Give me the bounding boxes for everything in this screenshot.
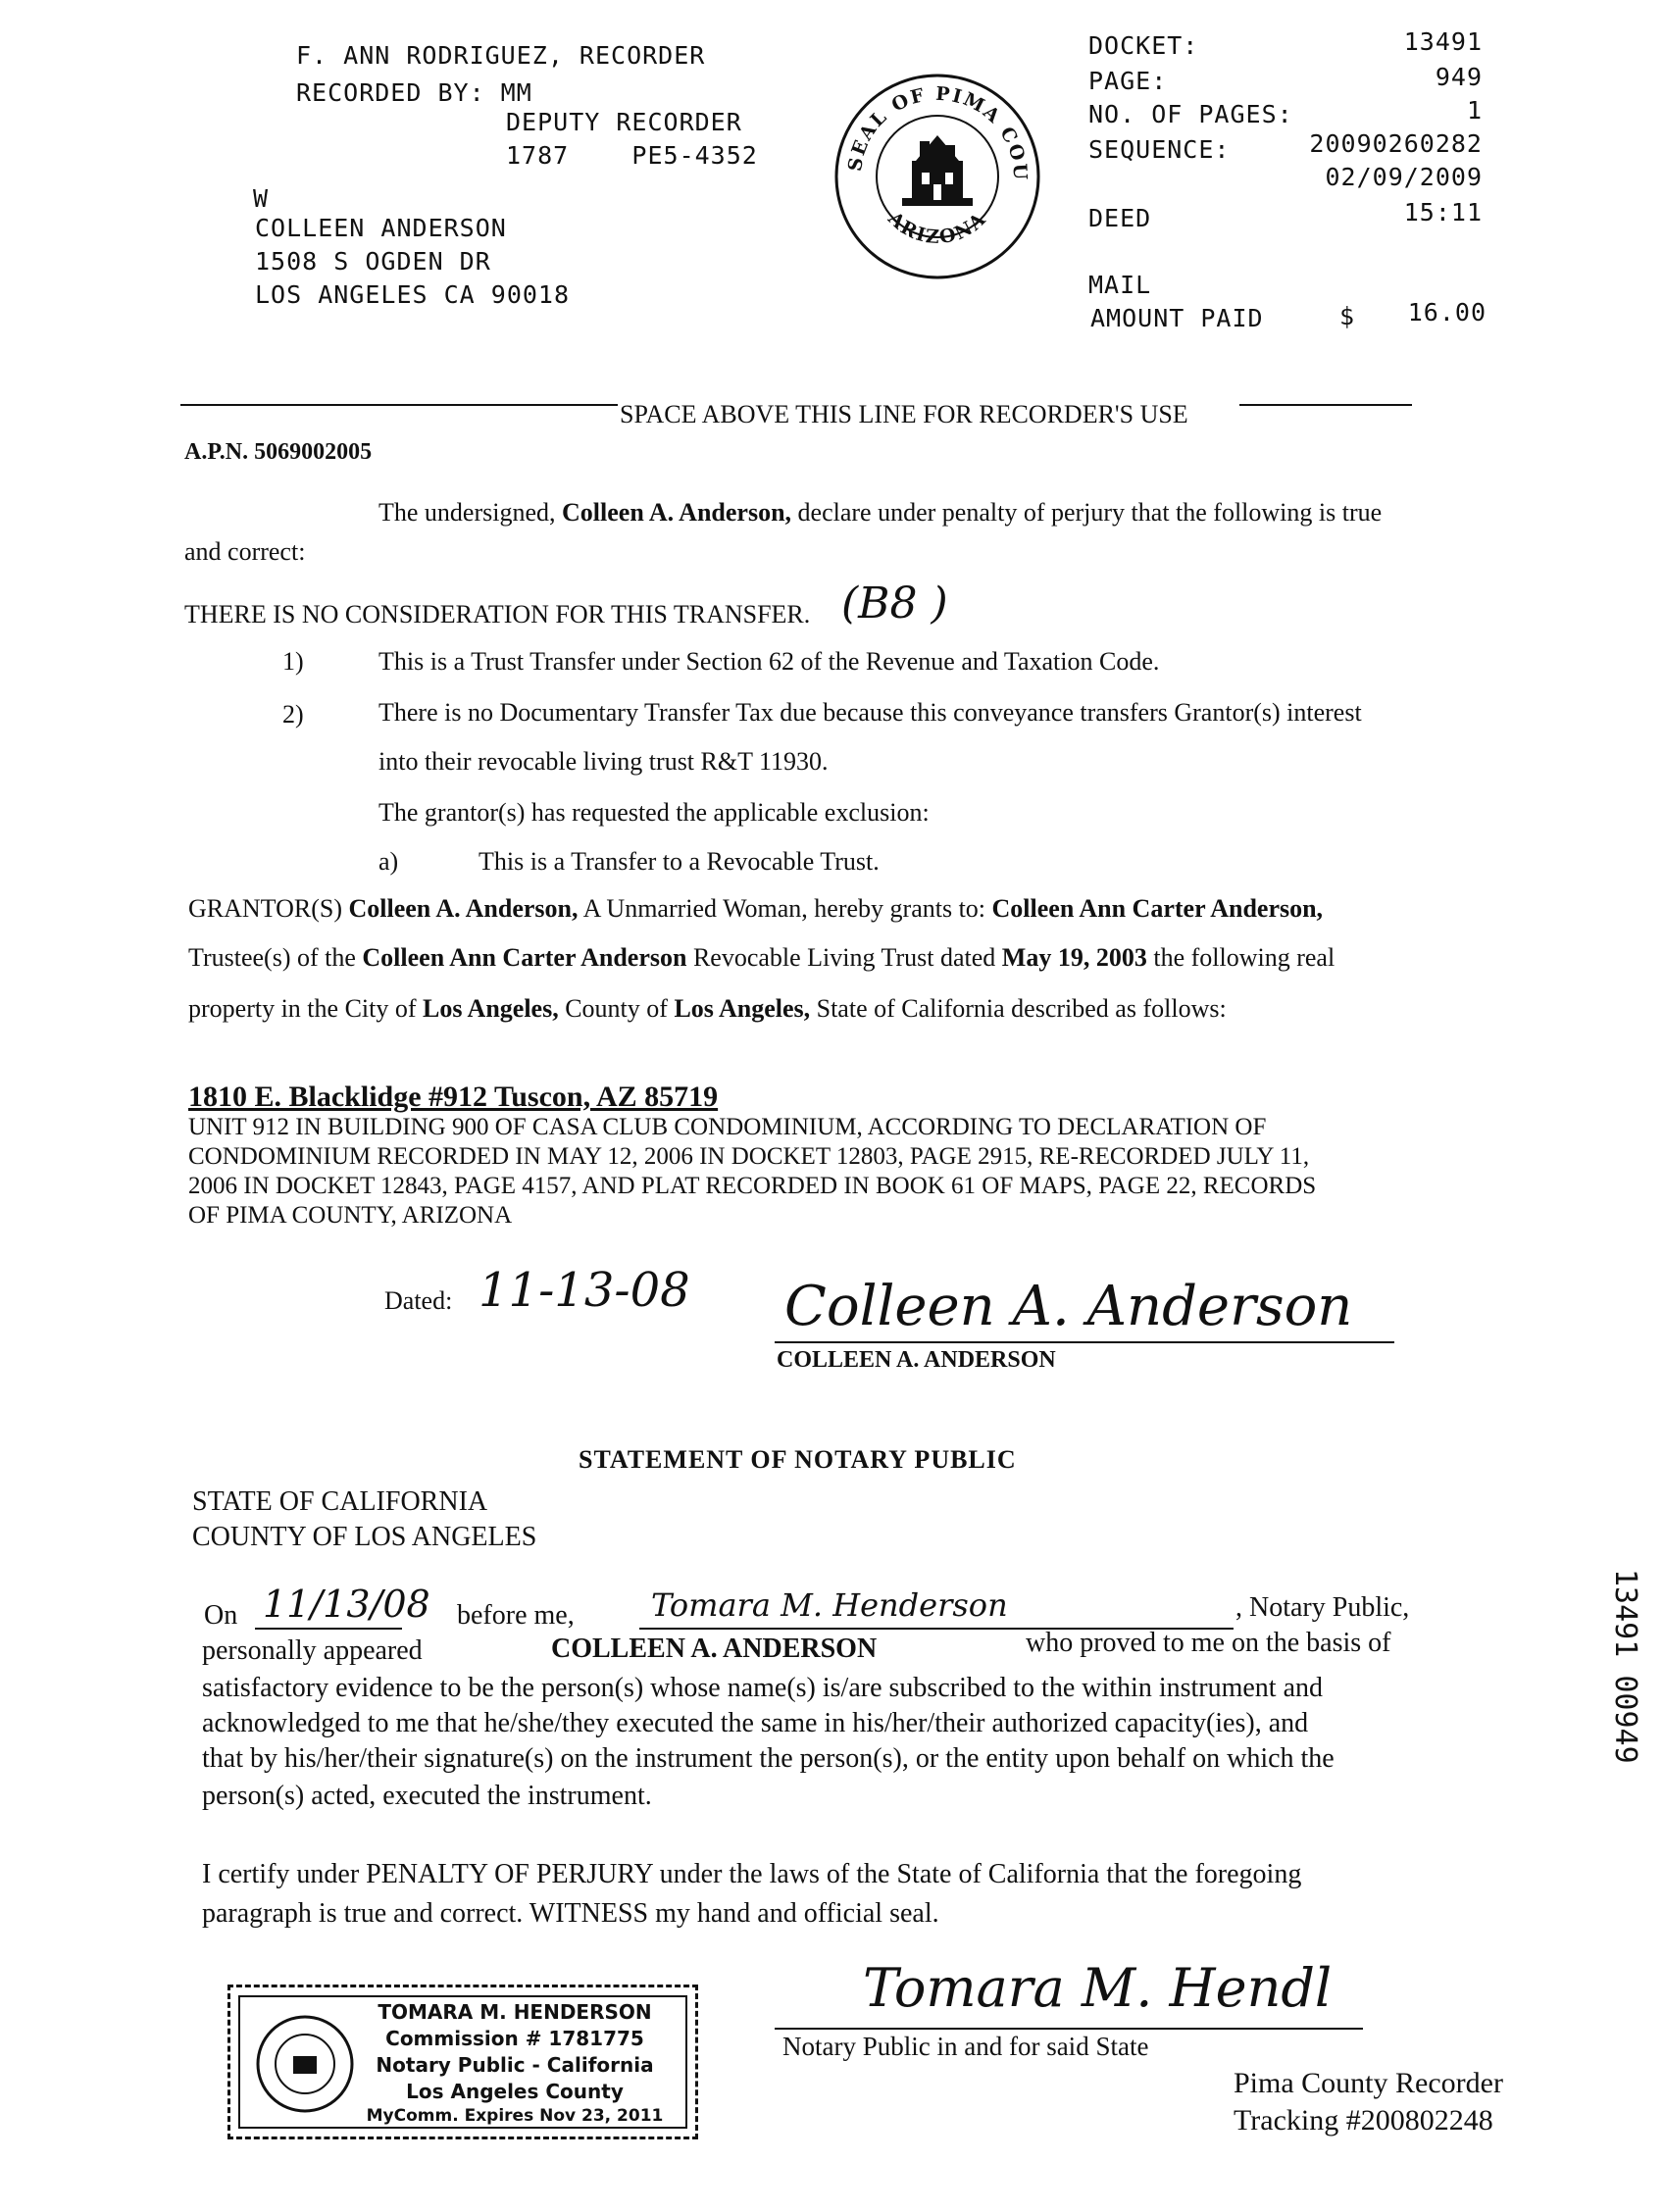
grant-text: A Unmarried Woman, hereby grants to: xyxy=(578,894,992,923)
legal-line-3: 2006 IN DOCKET 12843, PAGE 4157, AND PLAT RECORDED IN BOOK 61 OF MAPS, PAGE 22, RECORDS xyxy=(188,1173,1317,1199)
grantor-signature-line xyxy=(775,1341,1394,1343)
margin-docket-page: 13491 00949 xyxy=(1608,1569,1642,1764)
docket-label: DOCKET: xyxy=(1088,31,1199,60)
declaration-line2: and correct: xyxy=(184,537,306,566)
svg-text:ARIZONA xyxy=(883,207,991,248)
notary-stamp xyxy=(227,1985,698,2139)
item-2-num: 2) xyxy=(282,700,304,729)
item-2-text: There is no Documentary Transfer Tax due because this conveyance transfers Grantor(s) interest xyxy=(378,698,1362,727)
notary-public-text: , Notary Public, xyxy=(1235,1592,1410,1623)
record-time: 15:11 xyxy=(1403,198,1483,226)
notary-body-2: acknowledged to me that he/she/they executed the same in his/her/their authorized capacity(ies), and xyxy=(202,1708,1309,1738)
notary-name-handwritten: Tomara M. Henderson xyxy=(651,1586,1008,1624)
mail-to-city: LOS ANGELES CA 90018 xyxy=(255,280,571,309)
recorded-by: RECORDED BY: MM xyxy=(296,78,532,107)
sequence-label: SEQUENCE: xyxy=(1088,135,1231,164)
trust-name: Colleen Ann Carter Anderson xyxy=(362,943,687,972)
grantor-name: Colleen A. Anderson, xyxy=(348,894,579,923)
appeared-name: COLLEEN A. ANDERSON xyxy=(551,1634,878,1664)
stamp-county: Los Angeles County xyxy=(406,2080,624,2103)
certify-line-1: I certify under PENALTY OF PERJURY under the laws of the State of California that the foregoing xyxy=(202,1859,1302,1889)
mail-to-name: COLLEEN ANDERSON xyxy=(255,214,507,242)
pages-value: 1 xyxy=(1466,96,1483,125)
grant-text: State of California described as follows: xyxy=(810,994,1227,1023)
seal-top-text: SEAL OF PIMA COU xyxy=(843,82,1032,182)
exclusion-item-num: a) xyxy=(378,847,399,876)
dated-label: Dated: xyxy=(384,1286,453,1315)
notary-body-1: satisfactory evidence to be the person(s) whose name(s) is/are subscribed to the within instrument and xyxy=(202,1673,1324,1703)
stamp-expires: MyComm. Expires Nov 23, 2011 xyxy=(366,2106,664,2126)
grantor-signature: Colleen A. Anderson xyxy=(784,1275,1353,1338)
grant-text: County of xyxy=(558,994,675,1023)
grant-text: the following real xyxy=(1146,943,1335,972)
pima-county-seal xyxy=(832,71,1043,282)
grant-text: property in the City of xyxy=(188,994,424,1023)
grant-text: Trustee(s) of the xyxy=(188,943,363,972)
recorder-line-left xyxy=(180,404,618,406)
apn: A.P.N. 5069002005 xyxy=(184,439,373,465)
declaration-line1 xyxy=(378,498,1382,528)
declaration-post: declare under penalty of perjury that the following is true xyxy=(791,498,1383,527)
grantee-name: Colleen Ann Carter Anderson, xyxy=(991,894,1324,923)
mail-label: MAIL xyxy=(1088,271,1152,299)
grant-line3 xyxy=(188,994,1227,1024)
w-mark: W xyxy=(253,184,270,213)
deputy-recorder: DEPUTY RECORDER xyxy=(506,108,742,136)
amount-label: AMOUNT PAID xyxy=(1090,304,1264,332)
deputy-codes: 1787 PE5-4352 xyxy=(506,141,758,170)
deed-label: DEED xyxy=(1088,204,1152,232)
property-address: 1810 E. Blacklidge #912 Tuscon, AZ 85719 xyxy=(188,1081,719,1113)
grant-line2 xyxy=(188,943,1335,973)
amount-currency: $ xyxy=(1339,302,1356,330)
sequence-value: 20090260282 xyxy=(1309,129,1483,158)
pages-label: NO. OF PAGES: xyxy=(1088,100,1293,128)
seal-bottom-text: ARIZONA xyxy=(883,207,991,249)
declaration-pre: The undersigned, xyxy=(378,498,563,527)
before-me: before me, xyxy=(457,1600,575,1631)
item-1-num: 1) xyxy=(282,647,304,676)
amount-value: 16.00 xyxy=(1407,298,1487,327)
notary-signature: Tomara M. Hendl xyxy=(863,1957,1333,2019)
item-2-text-cont: into their revocable living trust R&T 11930. xyxy=(378,747,829,776)
notary-state: STATE OF CALIFORNIA xyxy=(192,1486,488,1517)
county-name: Los Angeles, xyxy=(674,994,811,1023)
exclusion-item-text: This is a Transfer to a Revocable Trust. xyxy=(479,847,880,876)
legal-line-4: OF PIMA COUNTY, ARIZONA xyxy=(188,1202,513,1229)
notary-signature-line xyxy=(775,2028,1363,2030)
who-proved: who proved to me on the basis of xyxy=(1026,1628,1391,1658)
record-date: 02/09/2009 xyxy=(1325,163,1483,191)
tracking-number: Tracking #200802248 xyxy=(1234,2104,1493,2137)
signer-name: COLLEEN A. ANDERSON xyxy=(777,1347,1056,1373)
mail-to-street: 1508 S OGDEN DR xyxy=(255,247,491,276)
recorder-line-right xyxy=(1239,404,1412,406)
recorder-use-text: SPACE ABOVE THIS LINE FOR RECORDER'S USE xyxy=(620,400,1188,428)
docket-value: 13491 xyxy=(1403,27,1483,56)
notary-body-3: that by his/her/their signature(s) on the instrument the person(s), or the entity upon behalf on which the xyxy=(202,1743,1335,1774)
notary-date-line xyxy=(255,1628,402,1630)
grant-line1 xyxy=(188,894,1323,924)
stamp-state: Notary Public - California xyxy=(376,2053,654,2077)
page-value: 949 xyxy=(1435,63,1483,91)
certify-line-2: paragraph is true and correct. WITNESS my hand and official seal. xyxy=(202,1898,939,1929)
declarant-name: Colleen A. Anderson, xyxy=(562,498,792,527)
notary-body-4: person(s) acted, executed the instrument. xyxy=(202,1781,652,1811)
notary-stamp-seal xyxy=(254,2013,356,2115)
legal-line-2: CONDOMINIUM RECORDED IN MAY 12, 2006 IN DOCKET 12803, PAGE 2915, RE-RECORDED JULY 11, xyxy=(188,1143,1310,1170)
recorder-name: F. ANN RODRIGUEZ, RECORDER xyxy=(296,41,706,70)
consideration-statement: THERE IS NO CONSIDERATION FOR THIS TRANSFER. xyxy=(184,600,811,628)
consideration-note: (B8 ) xyxy=(841,578,948,628)
grant-text: Revocable Living Trust dated xyxy=(686,943,1002,972)
notary-title: STATEMENT OF NOTARY PUBLIC xyxy=(579,1445,1017,1474)
city-name: Los Angeles, xyxy=(423,994,559,1023)
personally-appeared: personally appeared xyxy=(202,1635,423,1666)
stamp-notary-name: TOMARA M. HENDERSON xyxy=(378,2000,652,2024)
exclusion-text: The grantor(s) has requested the applicable exclusion: xyxy=(378,798,930,827)
grant-text: GRANTOR(S) xyxy=(188,894,349,923)
dated-value: 11-13-08 xyxy=(479,1263,690,1318)
tracking-label: Pima County Recorder xyxy=(1234,2067,1503,2099)
notary-county: COUNTY OF LOS ANGELES xyxy=(192,1522,537,1552)
notary-date: 11/13/08 xyxy=(263,1583,430,1626)
page-label: PAGE: xyxy=(1088,67,1168,95)
trust-date: May 19, 2003 xyxy=(1001,943,1147,972)
notary-on: On xyxy=(204,1600,238,1631)
item-1-text: This is a Trust Transfer under Section 62 of the Revenue and Taxation Code. xyxy=(378,647,1160,676)
notary-signature-label: Notary Public in and for said State xyxy=(782,2032,1149,2061)
stamp-commission: Commission # 1781775 xyxy=(385,2027,644,2050)
legal-line-1: UNIT 912 IN BUILDING 900 OF CASA CLUB CONDOMINIUM, ACCORDING TO DECLARATION OF xyxy=(188,1114,1267,1140)
